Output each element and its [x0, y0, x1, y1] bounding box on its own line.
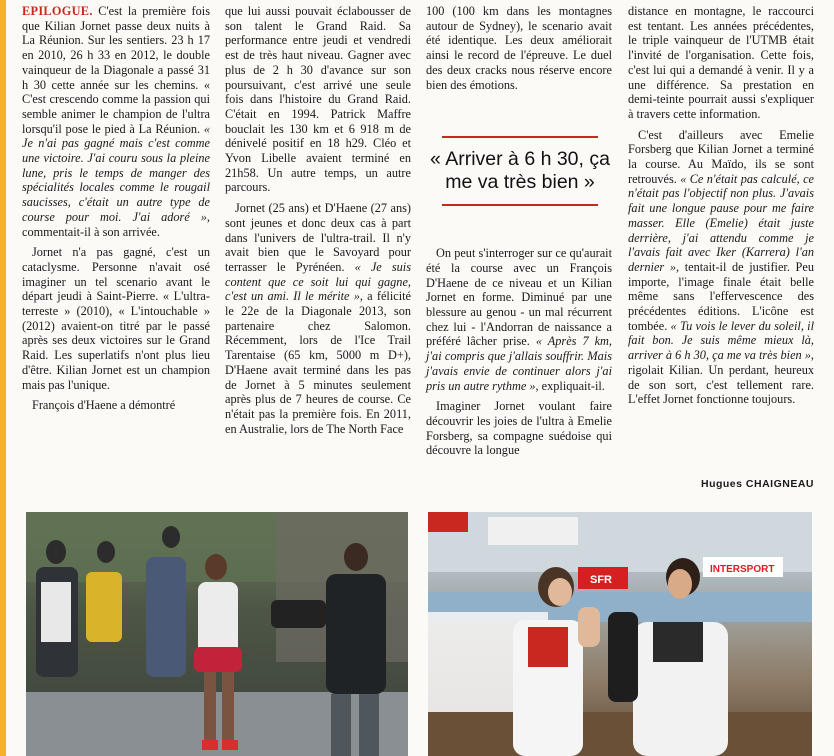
quote-text: « Tu vois le lever du soleil, il fait bon. Je suis même mieux là, arriver à 6 h 30, ça me va très bien »: [628, 318, 814, 363]
paragraph: [22, 4, 210, 239]
paragraph: François d'Haene a démontré: [32, 398, 176, 413]
banner-text: INTERSPORT: [710, 564, 775, 575]
photo-two-runners-finish: [428, 512, 812, 756]
paragraph: Jornet n'a pas gagné, c'est un cataclysme. Personne n'avait osé imaginer un tel scenario avant le départ jeudi à Saint-Pierre. « L'ultra-terreste » (2010), « L'intouchable » (2012) avaient-on titré par le passé après ses deux victoires sur le Grand Raid. Les superlatifs n'ont plus lieu d'être. Kilian Jornet est un champion mais pas l'unique.: [22, 245, 210, 392]
paragraph: [426, 246, 612, 393]
pullquote-text: « Arriver à 6 h 30, ça me va très bien »: [430, 148, 610, 193]
quote-text: « Je n'ai pas gagné mais c'est comme une victoire. J'ai couru sous la pleine lune, pris le temps de manger des spécialités locales comme le rougail saucisses, c'était un autre type de course pour moi. J'ai adoré »: [22, 121, 210, 224]
paragraph-text: , commentait-il à son arrivée.: [22, 209, 210, 239]
paragraph: [628, 128, 814, 407]
paragraph-text: Jornet (25 ans) et D'Haene (27 ans) sont jeunes et donc deux cas à part dans l'univers de l'ultra-trail. Il n'y avait bien que le Savoyard pour terrasser le Pyrénéen.: [225, 201, 411, 274]
paragraph-text: , tentait-il de justifier. Peu importe, l'image finale était belle même sans l'effervescence des précédentes éditions. L'icône est tombée.: [628, 259, 814, 333]
paragraph: que lui aussi pouvait éclabousser de son talent le Grand Raid. Sa performance entre jeudi et vendredi est de très haut niveau. Gagner avec plus de 2 h 30 d'avance sur son poursuivant, c'est arrivé une seule fois dans l'histoire du Grand Raid. C'était en 1994. Patrick Maffre bouclait les 130 km et 6 918 m de dénivelé positif en 18 h29. Cléo et Yvon Libelle avaient terminé en 21h58. Un autre temps, un autre parcours.: [225, 4, 411, 195]
pullquote-bottom-rule: [442, 204, 598, 206]
paragraph-text: C'est d'ailleurs avec Emelie Forsberg que Kilian Jornet a terminé la course. Au Maïdo, ils se sont retrouvés.: [628, 127, 814, 186]
quote-text: « Ce n'était pas calculé, ce n'était pas l'objectif non plus. J'avais fait une longue pause pour me faire masser. Elle (Emelie) était juste derrière, j'ai attendu comme je l'avais fait avec Iker (Karrera) l'an dernier »: [628, 171, 814, 274]
paragraph-text: , expliquait-il.: [535, 378, 605, 393]
paragraph-text: , a félicité le 22e de la Diagonale 2013, son partenaire chez Salomon. Récemment, lors de l'Ice Trail Tarentaise (65 km, 5000 m D+), D'Haene avait terminé dans les pas de Jornet à 5 minutes seulement après plus de 7 heures de course. Ce n'était pas la première fois. En 2011, en Australie, lors de The North Face: [225, 289, 411, 436]
page-frame-edge: [0, 0, 6, 756]
quote-text: « Après 7 km, j'ai compris que j'allais souffrir. Mais j'avais envie de continuer alors j'ai pris un autre rythme »: [426, 334, 613, 393]
kicker-label: EPILOGUE.: [22, 4, 93, 18]
photo-illustration: [428, 512, 812, 756]
pullquote-box: [430, 136, 610, 206]
photo-runner-with-crowd: [26, 512, 408, 756]
paragraph: distance en montagne, le raccourci est tentant. Les années précédentes, le triple vainqueur de l'UTMB était l'invité de l'organisation. Cette fois, c'est lui qui a demandé à venir. Il y a une différence. Sa prestation en demi-teinte pourrait aussi s'expliquer à travers cette information.: [628, 4, 814, 121]
paragraph: [225, 201, 411, 436]
paragraph-text: On peut s'interroger sur ce qu'aurait été la course avec un François D'Haene de ce niveau et un Kilian Jornet en forme. Diminué par une blessure au genou - un mal récurrent chez lui - l'Andorran de naissance a préféré lâcher prise.: [426, 246, 612, 349]
paragraph-text: C'est la première fois que Kilian Jornet passe deux nuits à La Réunion. Sur les sentiers. 23 h 17 en 2010, 26 h 33 en 2012, le double vainqueur de la Diagonale a passé 31 h 30 cette année sur les chemins. « C'est crescendo comme la passion qui semble animer le champion de l'ultra lorsqu'il pose le pied à La Réunion.: [22, 4, 210, 136]
banner-text: SFR: [590, 574, 612, 586]
paragraph: Imaginer Jornet voulant faire découvrir les joies de l'ultra à Emelie Forsberg, sa compagne suédoise qui découvre la longue: [426, 399, 612, 458]
author-signature: Hugues CHAIGNEAU: [700, 478, 814, 490]
article-column-2: [225, 4, 411, 442]
paragraph: 100 (100 km dans les montagnes autour de Sydney), le scenario avait été identique. Les deux améliorait ainsi le record de l'épreuve. Le duel des deux cracks nous réserve encore bien des émotions.: [426, 4, 612, 92]
paragraph-text: , rigolait Kilian. Un perdant, heureux de son sort, c'est tellement rare. L'effet Jornet fonctionne toujours.: [628, 348, 814, 407]
article-column-1: [22, 4, 210, 419]
quote-text: « Je suis content que ce soit lui qui gagne, c'est un ami. Il le mérite »: [225, 259, 411, 304]
article-column-4: [628, 4, 814, 413]
photo-illustration: [26, 512, 408, 756]
article-column-3: [426, 4, 612, 464]
